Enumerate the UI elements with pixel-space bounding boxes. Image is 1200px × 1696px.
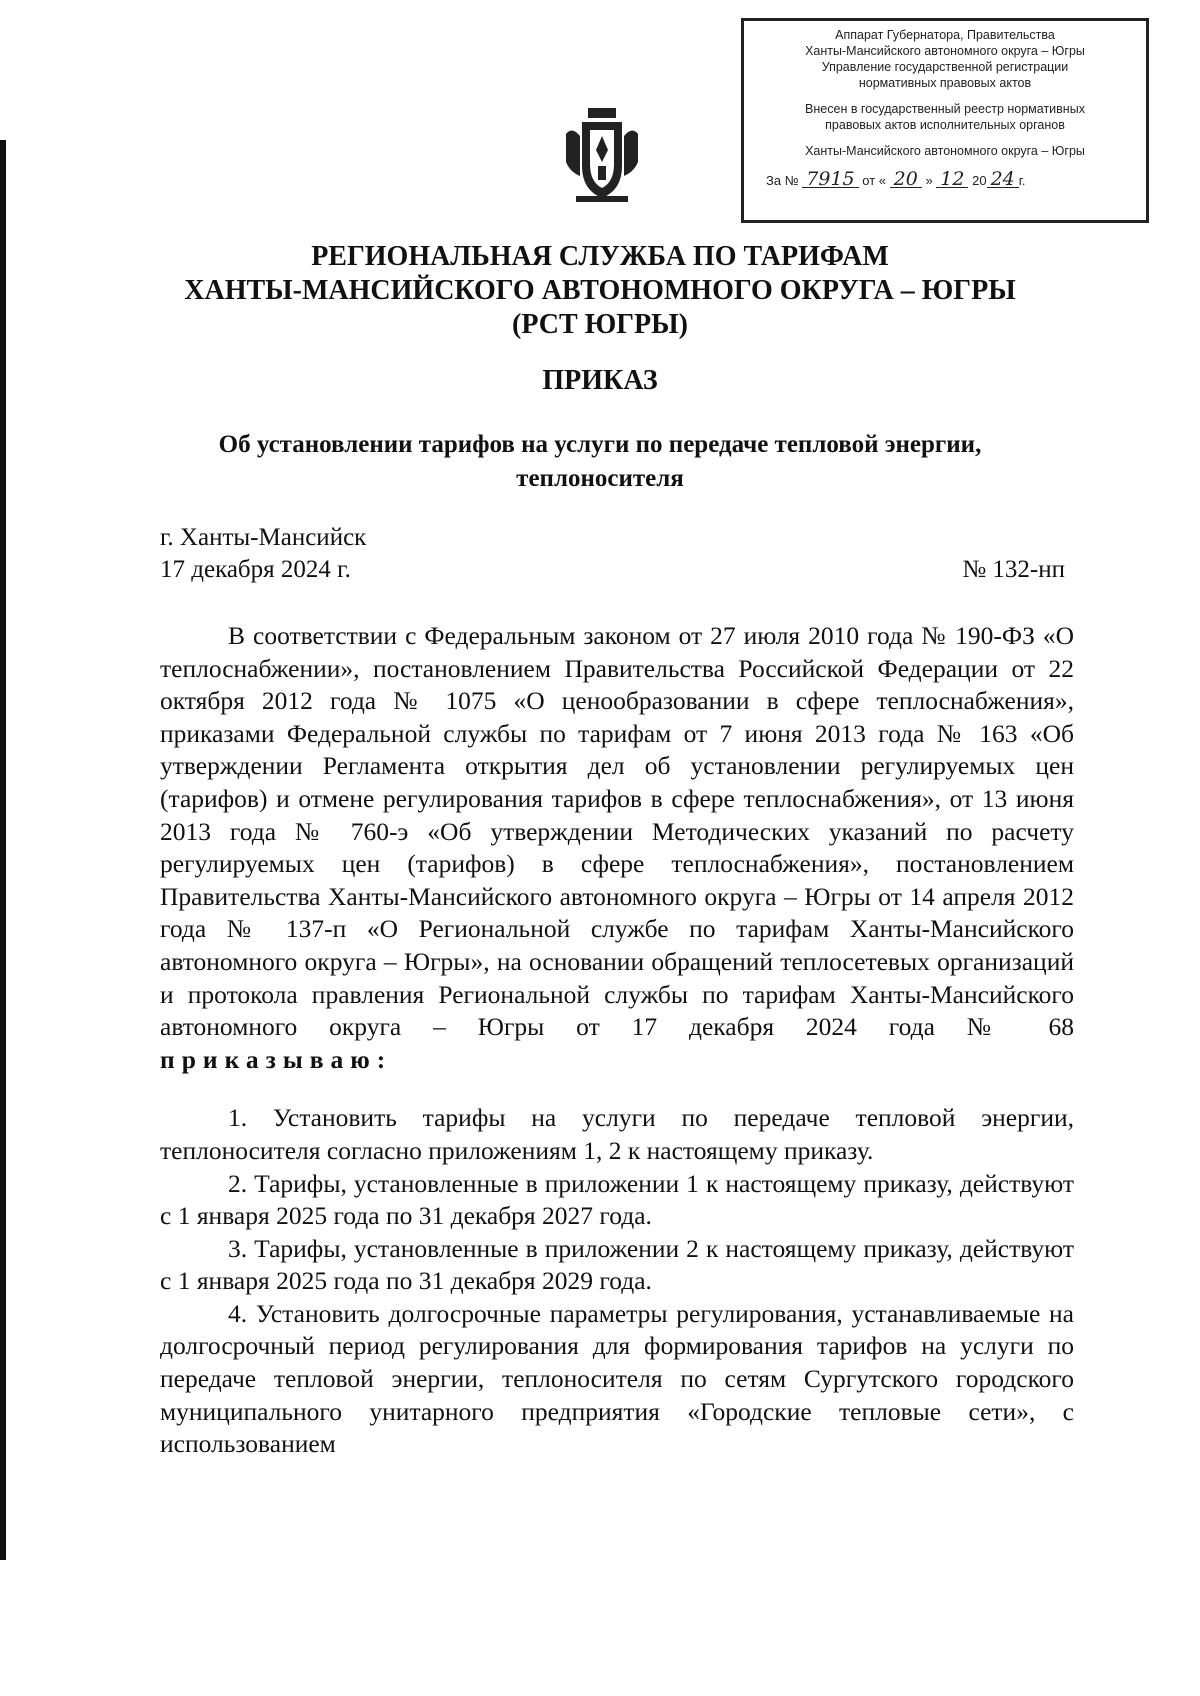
document-number: № 132-нп [962, 556, 1065, 583]
reg-year-prefix: 20 [972, 173, 987, 188]
order-item: 4. Установить долгосрочные параметры регулирования, устанавливаемые на долгосрочный период регулирования для формирования тарифов на услуги по передаче тепловой энергии, теплоносителя по сетям Сургутского городского муниципального унитарного предприятия «Городские тепловые сети», с использованием [160, 1298, 1074, 1459]
order-item: 2. Тарифы, установленные в приложении 1 к настоящему приказу, действуют с 1 января 2025 года по 31 декабря 2027 года. [160, 1168, 1074, 1231]
stamp-line: нормативных правовых актов [858, 76, 1032, 90]
reg-month: 12 [936, 171, 968, 188]
org-line: РЕГИОНАЛЬНАЯ СЛУЖБА ПО ТАРИФАМ [311, 241, 889, 272]
reg-close: » [925, 173, 933, 188]
stamp-line: Управление государственной регистрации [821, 60, 1069, 74]
subject-line: теплоносителя [516, 465, 684, 492]
coat-of-arms-icon [562, 106, 642, 206]
subject-line: Об установлении тарифов на услуги по передаче тепловой энергии, [218, 431, 982, 458]
reg-from: от « [862, 173, 886, 188]
document-place-date [160, 522, 366, 586]
stamp-line: правовых актов исполнительных органов [825, 118, 1065, 132]
order-word: приказываю: [160, 1044, 393, 1074]
reg-number: 7915 [802, 171, 858, 188]
reg-year: 24 [987, 171, 1019, 188]
order-item: 3. Тарифы, установленные в приложении 2 к настоящему приказу, действуют с 1 января 2025 года по 31 декабря 2029 года. [160, 1233, 1074, 1296]
reg-day: 20 [890, 171, 922, 188]
city: г. Ханты-Мансийск [160, 524, 367, 551]
preamble: В соответствии с Федеральным законом от 27 июля 2010 года № 190-ФЗ «О теплоснабжении», постановлением Правительства Российской Федерации от 22 октября 2012 года № 1075 «О ценообразовании в сфере теплоснабжения», приказами Федеральной службы по тарифам от 7 июня 2013 года № 163 «Об утверждении Регламента открытия дел об установлении регулируемых цен (тарифов) и отмене регулирования тарифов в сфере теплоснабжения», от 13 июня 2013 года № 760-э «Об утверждении Методических указаний по расчету регулируемых цен (тарифов) в сфере теплоснабжения», постановлением Правительства Ханты-Мансийского автономного округа – Югры от 14 апреля 2012 года № 137-п «О Региональной службе по тарифам Ханты-Мансийского автономного округа – Югры», на основании обращений теплосетевых организаций и протокола правления Региональной службы по тарифам Ханты-Мансийского автономного округа – Югры от 17 декабря 2024 года № 68 [160, 621, 1074, 1042]
stamp-line: Внесен в государственный реестр нормативных [805, 102, 1085, 116]
reg-suffix: г. [1018, 173, 1026, 188]
document-type: ПРИКАЗ [542, 365, 658, 396]
organization-name [0, 240, 1200, 342]
order-items [160, 1102, 1074, 1461]
document-subject [0, 428, 1200, 496]
org-line: ХАНТЫ-МАНСИЙСКОГО АВТОНОМНОГО ОКРУГА – ЮГРЫ [184, 275, 1016, 306]
registration-stamp [741, 18, 1149, 223]
document-body [160, 620, 1074, 1461]
reg-prefix: За № [766, 173, 799, 188]
org-line: (РСТ ЮГРЫ) [512, 309, 688, 340]
scan-edge [0, 140, 6, 1560]
stamp-line: Ханты-Мансийского автономного округа – Югры [805, 144, 1085, 158]
stamp-line: Аппарат Губернатора, Правительства [835, 28, 1055, 42]
stamp-registration-line [748, 168, 1142, 190]
date: 17 декабря 2024 г. [160, 556, 351, 583]
order-item: 1. Установить тарифы на услуги по передаче тепловой энергии, теплоносителя согласно приложениям 1, 2 к настоящему приказу. [160, 1103, 1074, 1165]
stamp-line: Ханты-Мансийского автономного округа – Югры [805, 44, 1085, 58]
